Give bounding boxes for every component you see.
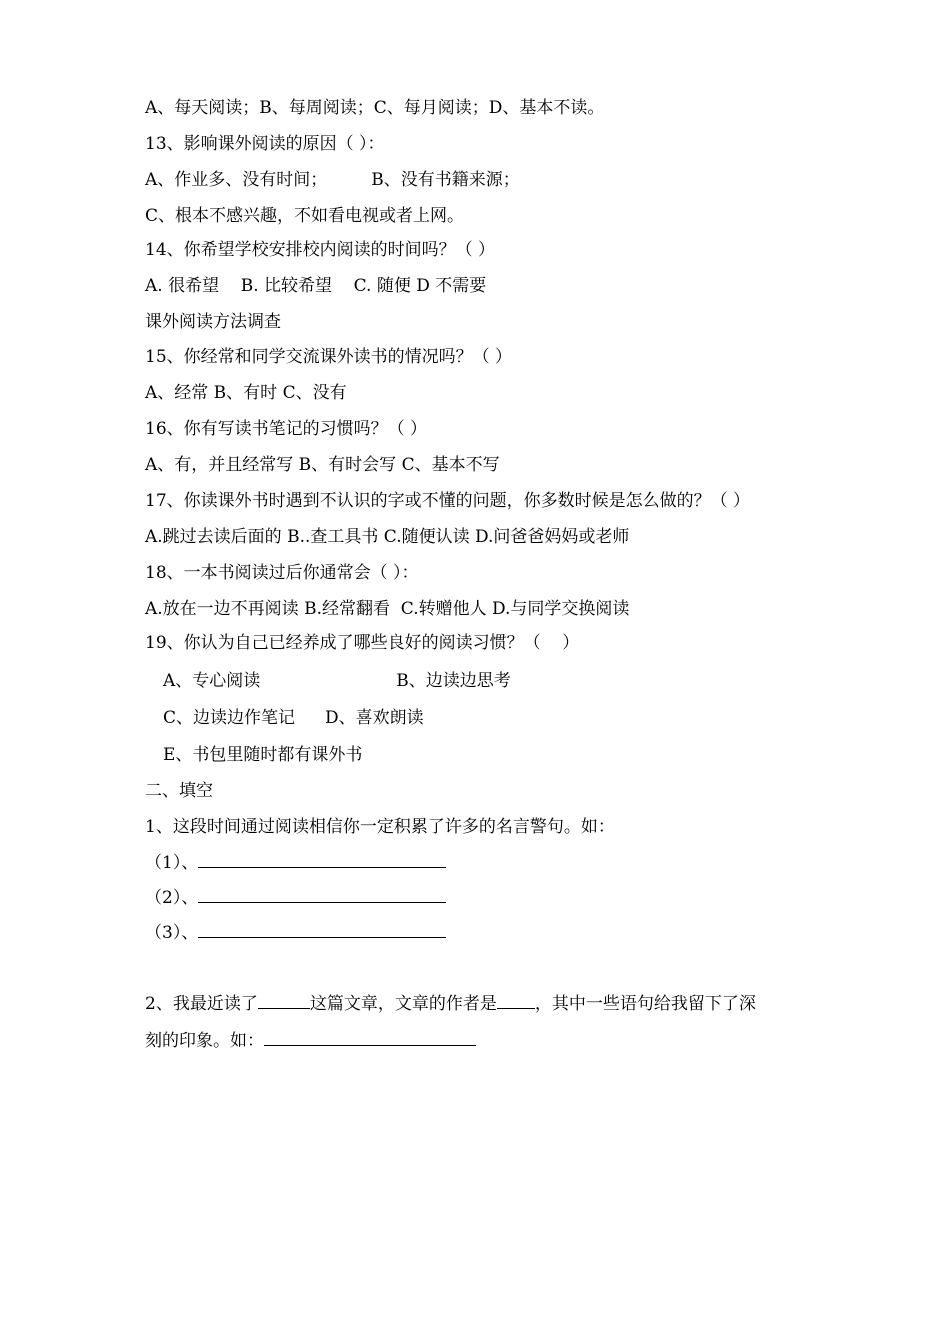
q19-question-text: 19、你认为自己已经养成了哪些良好的阅读习惯？（ ） xyxy=(145,633,580,653)
fill-q1-blank-3 xyxy=(145,921,446,945)
fill-q2-line-2 xyxy=(145,1029,476,1053)
q13-options-ab xyxy=(145,168,520,192)
q19-option-b: B、边读边思考 xyxy=(396,671,511,691)
q19-option-c: C、边读边作笔记 xyxy=(163,708,296,728)
q12-options-text: A、每天阅读；B、每周阅读；C、每月阅读；D、基本不读。 xyxy=(145,98,605,118)
q13-option-c-text: C、根本不感兴趣，不如看电视或者上网。 xyxy=(145,206,465,226)
q18-options xyxy=(145,597,629,621)
q16-question-text: 16、你有写读书笔记的习惯吗？（ ） xyxy=(145,419,428,439)
fill-q1-blank-3-label: （3）、 xyxy=(145,923,199,943)
q13-question-text: 13、影响课外阅读的原因（ ）： xyxy=(145,134,385,154)
fill-q1-blank-2-label: （2）、 xyxy=(145,888,199,908)
fill-q1-blank-1 xyxy=(145,851,446,875)
q18-question-text: 18、一本书阅读过后你通常会（ ）： xyxy=(145,563,419,583)
q16-question xyxy=(145,417,427,441)
answer-blank-1[interactable] xyxy=(198,851,446,868)
answer-blank-quote[interactable] xyxy=(264,1029,476,1046)
fill-q1-blank-2 xyxy=(145,886,446,910)
q17-question-text: 17、你读课外书时遇到不认识的字或不懂的问题，你多数时候是怎么做的？（ ） xyxy=(145,491,751,511)
fill-q2-line-1 xyxy=(145,992,756,1016)
fill-q2-text-a: 2、我最近读了 xyxy=(145,994,258,1014)
answer-blank-3[interactable] xyxy=(198,921,446,938)
q14-question xyxy=(145,238,495,262)
q19-option-e-text: E、书包里随时都有课外书 xyxy=(163,745,363,765)
q19-question xyxy=(145,631,579,655)
q19-option-a: A、专心阅读 xyxy=(163,671,261,691)
fill-q2-text-d: 刻的印象。如： xyxy=(145,1031,264,1051)
q19-option-d: D、喜欢朗读 xyxy=(325,708,424,728)
q14-options xyxy=(145,274,486,298)
q19-option-e xyxy=(163,743,362,767)
q15-options xyxy=(145,381,347,405)
q14-options-text: A. 很希望 B. 比较希望 C. 随便 D 不需要 xyxy=(145,276,487,296)
q17-options-text: A.跳过去读后面的 B..查工具书 C.随便认读 D.问爸爸妈妈或老师 xyxy=(145,527,630,547)
q17-options xyxy=(145,525,629,549)
q13-option-b: B、没有书籍来源； xyxy=(371,170,520,190)
q13-option-c xyxy=(145,204,464,228)
fill-q1-question-text: 1、这段时间通过阅读相信你一定积累了许多的名言警句。如： xyxy=(145,817,615,837)
q18-question xyxy=(145,561,419,585)
q13-question xyxy=(145,132,385,156)
q18-options-text: A.放在一边不再阅读 B.经常翻看 C.转赠他人 D.与同学交换阅读 xyxy=(145,599,630,619)
section-heading-fill xyxy=(145,779,213,803)
q15-question xyxy=(145,345,512,369)
q16-options-text: A、有，并且经常写 B、有时会写 C、基本不写 xyxy=(145,455,500,475)
answer-blank-title[interactable] xyxy=(258,992,310,1009)
q12-options xyxy=(145,96,604,120)
answer-blank-2[interactable] xyxy=(198,886,446,903)
answer-blank-author[interactable] xyxy=(497,992,535,1009)
q17-question xyxy=(145,489,750,513)
fill-q1-blank-1-label: （1）、 xyxy=(145,853,199,873)
q15-options-text: A、经常 B、有时 C、没有 xyxy=(145,383,347,403)
section-heading-fill-text: 二、填空 xyxy=(145,781,213,801)
q14-question-text: 14、你希望学校安排校内阅读的时间吗？（ ） xyxy=(145,240,496,260)
q15-question-text: 15、你经常和同学交流课外读书的情况吗？（ ） xyxy=(145,347,513,367)
fill-q2-text-b: 这篇文章，文章的作者是 xyxy=(309,994,497,1014)
fill-q2-text-c: ，其中一些语句给我留下了深 xyxy=(534,994,756,1014)
section-heading-methods-text: 课外阅读方法调查 xyxy=(145,312,281,332)
q16-options xyxy=(145,453,500,477)
q19-options-cd xyxy=(163,706,424,730)
q19-options-ab xyxy=(163,669,511,693)
fill-q1-question xyxy=(145,815,615,839)
section-heading-methods xyxy=(145,310,281,334)
q13-option-a: A、作业多、没有时间； xyxy=(145,170,328,190)
